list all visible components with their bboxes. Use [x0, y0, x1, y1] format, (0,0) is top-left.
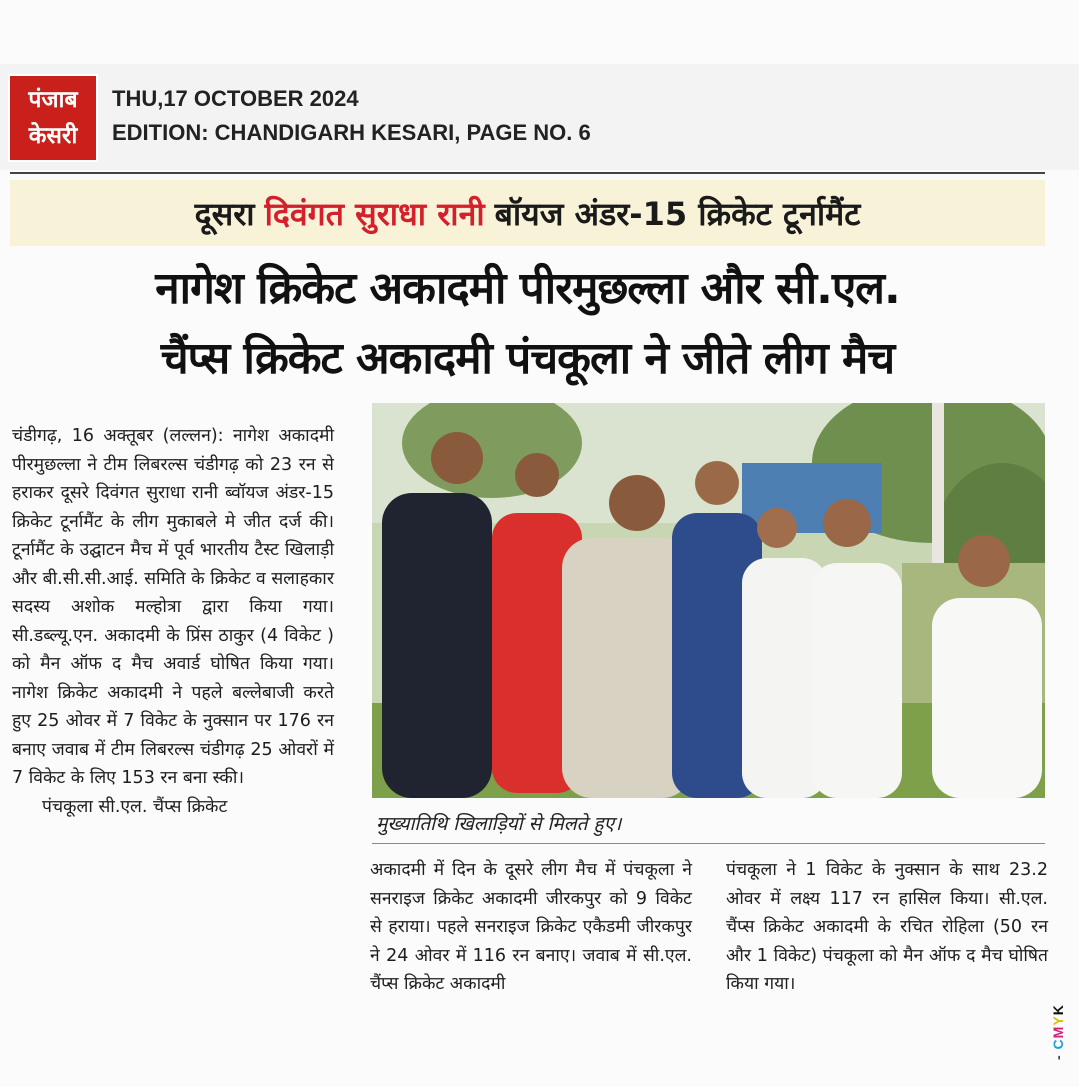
- kicker-pre: दूसरा: [194, 194, 255, 233]
- article-photo: [372, 403, 1045, 798]
- article-column-1: [12, 422, 334, 821]
- article-headline: [10, 254, 1045, 394]
- edition-meta: [112, 82, 591, 150]
- logo-line-1: पंजाब: [28, 87, 78, 113]
- article-kicker: [10, 180, 1045, 246]
- newspaper-logo: [8, 74, 98, 162]
- kicker-post: बॉयज अंडर-15 क्रिकेट टूर्नामैंट: [494, 194, 861, 233]
- logo-line-2: केसरी: [28, 123, 78, 149]
- column-3-text: पंचकूला ने 1 विकेट के नुक्सान के साथ 23.2 ओवर में लक्ष्य 117 रन हासिल किया। सी.एल. चैंप्स क्रिकेट अकादमी के रचित रोहिला (50 रन और 1 विकेट) पंचकूला को मैन ऑफ द मैच घोषित किया गया।: [726, 860, 1048, 994]
- edition-info: EDITION: CHANDIGARH KESARI, PAGE NO. 6: [112, 120, 591, 145]
- headline-line-2: चैंप्स क्रिकेट अकादमी पंचकूला ने जीते लीग मैच: [160, 333, 895, 384]
- column-1-paragraph-1: चंडीगढ़, 16 अक्तूबर (लल्लन): नागेश अकादमी पीरमुछल्ला ने टीम लिबरल्स चंडीगढ़ को 23 रन से हराकर दूसरे दिवंगत सुराधा रानी ब्वॉयज अंडर-15 क्रिकेट टूर्नामैंट के लीग मुकाबले मे जीत दर्ज की। टूर्नामैंट के उद्घाटन मैच में पूर्व भारतीय टैस्ट खिलाड़ी और बी.सी.सी.आई. समिति के क्रिकेट व सलाहकार सदस्य अशोक मल्होत्रा द्वारा किया गया। सी.डब्ल्यू.एन. अकादमी के प्रिंस ठाकुर (4 विकेट ) को मैन ऑफ द मैच अवार्ड घोषित किया गया। नागेश क्रिकेट अकादमी ने पहले बल्लेबाजी करते हुए 25 ओवर में 7 विकेट के नुक्सान पर 176 रन बनाए जवाब में टीम लिबरल्स चंडीगढ़ 25 ओवरों में 7 विकेट के लिए 153 रन बना स्की।: [12, 426, 334, 788]
- photo-illustration: [372, 403, 1045, 798]
- column-2-text: अकादमी में दिन के दूसरे लीग मैच में पंचकूला ने सनराइज क्रिकेट अकादमी जीरकपुर को 9 विकेट से हराया। पहले सनराइज क्रिकेट एकैडमी जीरकपुर ने 24 ओवर में 116 रन बनाए। जवाब में सी.एल. चैंप्स क्रिकेट अकादमी: [370, 860, 692, 994]
- print-registration-mark: - CMYK: [1050, 1004, 1066, 1060]
- cmyk-y: Y: [1050, 1015, 1066, 1026]
- publication-date: THU,17 OCTOBER 2024: [112, 86, 359, 111]
- cmyk-k: K: [1050, 1004, 1066, 1016]
- cmyk-c: C: [1050, 1038, 1066, 1050]
- kicker-highlight: दिवंगत सुराधा रानी: [264, 194, 485, 233]
- article-column-3: [726, 856, 1048, 999]
- photo-caption: मुख्यातिथि खिलाड़ियों से मिलते हुए।: [376, 813, 622, 835]
- column-1-paragraph-2: पंचकूला सी.एल. चैंप्स क्रिकेट: [42, 796, 228, 817]
- cmyk-m: M: [1050, 1025, 1066, 1039]
- caption-divider: [372, 843, 1045, 844]
- headline-line-1: नागेश क्रिकेट अकादमी पीरमुछल्ला और सी.एल.: [155, 263, 900, 314]
- article-column-2: [370, 856, 692, 999]
- divider: [10, 172, 1045, 174]
